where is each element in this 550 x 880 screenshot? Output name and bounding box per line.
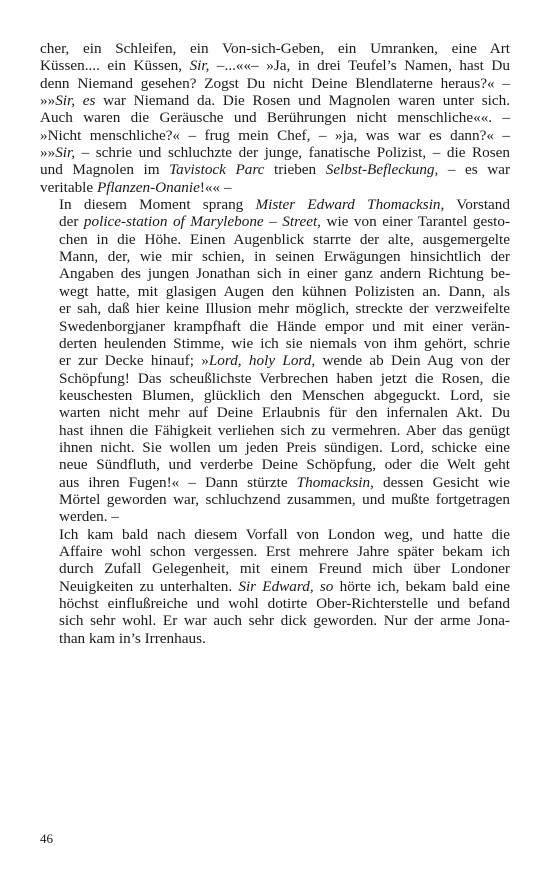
text-run: wie von einer Tarantel gesto- — [320, 213, 510, 231]
text-line — [40, 474, 510, 491]
text-line — [40, 248, 510, 265]
text-line — [40, 578, 510, 595]
text-run: »Nicht menschliche?« – frug mein Chef, – »ja, was war es dann?« – — [40, 126, 510, 144]
text-line — [40, 57, 510, 74]
italic-run: Sir Edward, so — [238, 577, 334, 595]
text-line — [40, 456, 510, 473]
text-run: Ich kam bald nach diesem Vorfall von London weg, und hatte die — [59, 525, 510, 543]
italic-run: Pflanzen-Onanie — [96, 178, 200, 196]
italic-run: Selbst-Befleckung, — [325, 161, 439, 179]
paragraph — [40, 40, 510, 196]
text-run: Angaben des jungen Jonathan sich in einer ganz andern Richtung be- — [59, 265, 510, 283]
text-run: keuschesten Blumen, glücklich den Menschen abgeguckt. Lord, sie — [59, 386, 510, 404]
page-number: 46 — [40, 831, 53, 846]
text-run: –...««– »Ja, in drei Teufel’s Namen, hast Du — [209, 57, 510, 75]
text-run: derten heulenden Stimme, wie ich sie niemals von ihm gehört, schrie — [59, 334, 510, 352]
text-run: chen in die Höhe. Einen Augenblick starrte der alte, ausgemergelte — [59, 230, 510, 248]
text-run: veritable — [40, 178, 97, 196]
text-run: !«« – — [199, 178, 232, 196]
text-line — [40, 213, 510, 230]
text-line — [40, 196, 510, 213]
italic-run: Mister Edward Thomacksin, — [255, 196, 445, 214]
text-line — [40, 439, 510, 456]
text-run: – schrie und schluchzte der junge, fanatische Polizist, – die Rosen — [75, 144, 510, 162]
text-line — [40, 370, 510, 387]
text-line — [40, 404, 510, 421]
text-line — [40, 543, 510, 560]
text-run: durch Zufall Gelegenheit, mit einem Freund mich über Londoner — [59, 560, 510, 578]
text-run: sich sehr wohl. Er war auch sehr dick geworden. Nur der arme Jona- — [59, 612, 510, 630]
text-run: er sah, daß hier keine Illusion mehr möglich, streckte der verzweifelte — [59, 300, 510, 318]
text-run: neue Sündfluth, und verderbe Deine Schöpfung, oder die Welt geht — [59, 456, 510, 474]
text-line — [40, 387, 510, 404]
text-line — [40, 231, 510, 248]
text-line — [40, 161, 510, 178]
text-line — [40, 40, 510, 57]
text-run: denn Niemand gesehen? Zogst Du nicht Deine Blendlaterne heraus?« – — [40, 74, 510, 92]
text-run: dessen Gesicht wie — [373, 473, 510, 491]
text-run: aus ihren Fugen!« – Dann stürzte — [59, 473, 297, 491]
text-line — [40, 179, 510, 196]
text-run: cher, ein Schleifen, ein Von-sich-Geben, ein Umranken, eine Art — [40, 40, 510, 57]
text-line — [40, 595, 510, 612]
italic-run: Sir, es — [55, 92, 96, 110]
page-body-text — [40, 40, 510, 647]
text-run: than kam in’s Irrenhaus. — [59, 629, 206, 647]
paragraph — [40, 196, 510, 526]
text-run: Mörtel geworden war, schluchzend zusammen, und mußte fortgetragen — [59, 490, 510, 508]
italic-run: Tavistock Parc — [169, 161, 265, 179]
text-run: trieben — [264, 161, 326, 179]
italic-run: Lord, holy Lord, — [208, 352, 316, 370]
text-line — [40, 335, 510, 352]
text-run: In diesem Moment sprang — [59, 196, 256, 214]
text-run: höchst einflußreiche und wohl dotirte Ober-Richterstelle und befand — [59, 595, 510, 612]
text-run: warten nicht mehr auf Deine Erlaubnis für den infernalen Akt. Du — [59, 404, 510, 422]
italic-run: police-station of Marylebone – Street, — [83, 213, 321, 231]
text-line — [40, 75, 510, 92]
text-run: – es war — [438, 161, 511, 179]
text-line — [40, 265, 510, 282]
text-run: wende ab Dein Aug von der — [315, 352, 510, 370]
text-line — [40, 491, 510, 508]
text-run: und Magnolen im — [40, 161, 170, 179]
text-run: werden. – — [59, 508, 119, 526]
text-run: Swedenborgjaner krampfhaft die Hände empor und mit einer verän- — [59, 317, 510, 335]
text-run: der — [59, 213, 84, 231]
text-run: ihnen nicht. Sie wollen um jeden Preis sündigen. Lord, schicke eine — [59, 438, 510, 456]
text-line — [40, 318, 510, 335]
text-run: war Niemand da. Die Rosen und Magnolen waren unter sich. — [95, 92, 510, 110]
text-line — [40, 92, 510, 109]
text-line — [40, 127, 510, 144]
italic-run: Sir, — [189, 57, 210, 75]
text-line — [40, 283, 510, 300]
paragraph — [40, 526, 510, 647]
text-line — [40, 352, 510, 369]
text-run: »» — [40, 92, 56, 110]
text-run: Küssen.... ein Küssen, — [40, 57, 190, 75]
text-run: »» — [40, 144, 56, 162]
text-run: Vorstand — [444, 196, 510, 214]
text-line — [40, 300, 510, 317]
text-line — [40, 422, 510, 439]
text-line — [40, 612, 510, 629]
text-line — [40, 526, 510, 543]
text-run: hast ihnen die Fähigkeit verliehen sich zu vermehren. Aber das genügt — [59, 421, 510, 439]
text-line — [40, 109, 510, 126]
italic-run: Thomacksin, — [296, 473, 374, 491]
text-line — [40, 144, 510, 161]
text-line — [40, 630, 510, 647]
text-run: wegt hatte, mit glasigen Augen den kühnen Polizisten an. Dann, als — [59, 282, 510, 300]
text-run: Mann, der, wie mir schien, in seinen Erwägungen hinsichtlich der — [59, 248, 510, 266]
text-run: hörte ich, bekam bald eine — [333, 577, 510, 595]
text-run: Schöpfung! Das scheußlichste Verbrechen haben jetzt die Rosen, die — [59, 369, 510, 387]
text-line — [40, 508, 510, 525]
text-run: Neuigkeiten zu unterhalten. — [59, 577, 239, 595]
text-run: er zur Decke hinauf; » — [59, 352, 209, 370]
text-run: Auch waren die Geräusche und Berührungen nicht menschliche««. – — [40, 109, 510, 127]
text-run: Affaire wohl schon vergessen. Erst mehrere Jahre später bekam ich — [59, 542, 510, 560]
text-line — [40, 560, 510, 577]
italic-run: Sir, — [55, 144, 76, 162]
